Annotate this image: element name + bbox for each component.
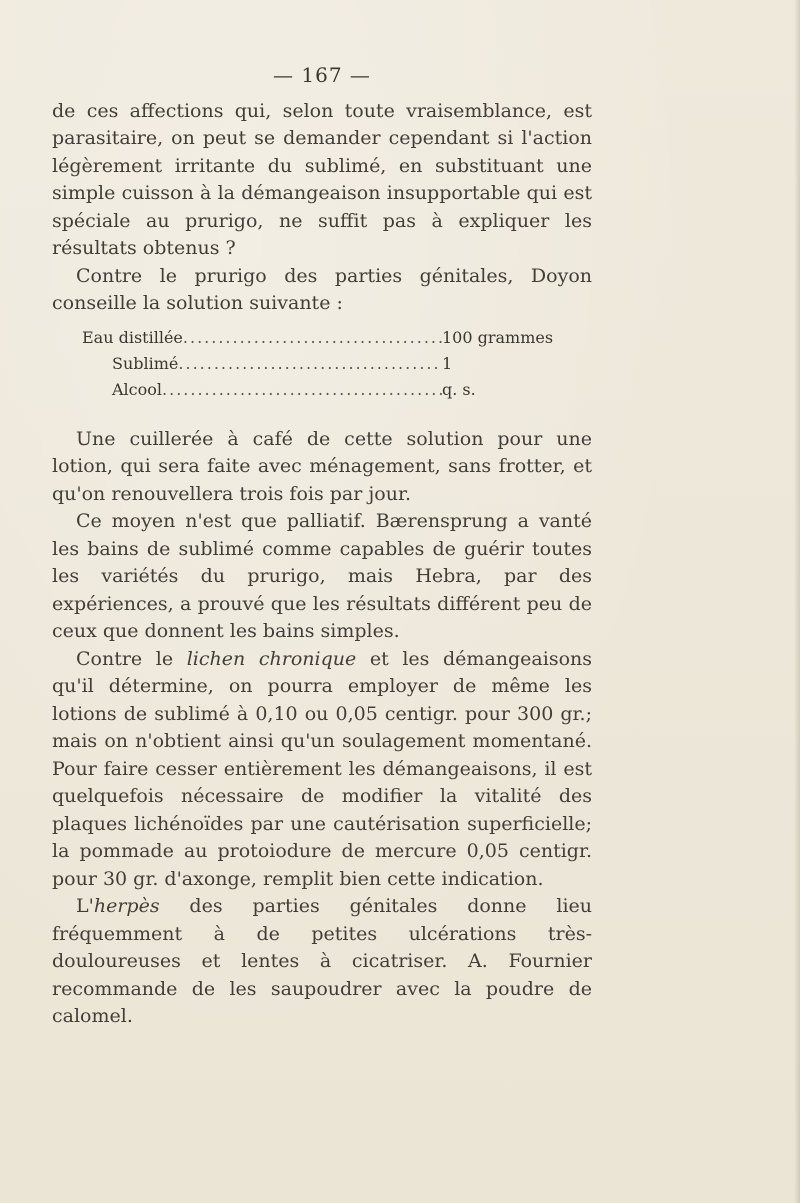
- formula-quantity: 1: [442, 353, 453, 373]
- formula-leader: [162, 376, 442, 404]
- paragraph-5: [52, 646, 592, 894]
- paragraph-3: Une cuillerée à café de cette solution pour une lotion, qui sera faite avec ménagement, sans frotter, et qu'on renouvellera trois fois par jour.: [52, 427, 592, 505]
- formula-leader: [178, 350, 442, 378]
- formula-ingredient: Sublimé: [112, 353, 179, 373]
- formula-ingredient: Alcool: [112, 379, 163, 399]
- paragraph-5-rest: et les démangeaisons qu'il détermine, on pourra employer de même les lotions de sublimé à 0,10 ou 0,05 centigr. pour 300 gr.; mais on n'obtient ainsi qu'un soulagement momentané. Pour faire cesser entièrement les démangeaisons, il est quelquefois nécessaire de modifier la vitalité des plaques lichénoïdes par une cautérisation superficielle; la pommade au protoiodure de mercure 0,05 centigr. pour 30 gr. d'axonge, remplit bien cette indication.: [52, 647, 592, 890]
- formula-row: [82, 324, 552, 352]
- paragraph-1: de ces affections qui, selon toute vraisemblance, est parasitaire, on peut se demander cependant si l'action légèrement irritante du sublimé, en substituant une simple cuisson à la démangeaison insupportable qui est spéciale au prurigo, ne suffit pas à expliquer les résultats obtenus ?: [52, 99, 592, 259]
- formula: [52, 324, 592, 420]
- paragraph-5-start: Contre le: [76, 647, 187, 670]
- formula-quantity: 100 grammes: [442, 327, 554, 347]
- page-number: — 167 —: [273, 63, 371, 87]
- paragraph-6: [52, 893, 592, 1031]
- formula-quantity: q. s.: [442, 379, 476, 399]
- formula-ingredient: Eau distillée: [82, 327, 183, 347]
- paragraph-4: Ce moyen n'est que palliatif. Bærensprung a vanté les bains de sublimé comme capables de guérir toutes les variétés du prurigo, mais Hebra, par des expériences, a prouvé que les résultats différent peu de ceux que donnent les bains simples.: [52, 510, 592, 642]
- paragraph-6-start: L': [76, 895, 94, 917]
- formula-row: [112, 350, 552, 378]
- term-herpes: herpès: [93, 895, 160, 917]
- text-block: [52, 62, 592, 1031]
- paragraph-2: Contre le prurigo des parties génitales, Doyon conseille la solution suivante :: [52, 264, 592, 314]
- formula-row: [112, 376, 552, 404]
- formula-leader: [183, 324, 442, 352]
- paragraph-6-rest: des parties génitales donne lieu fréquemment à de petites ulcérations très-douloureuses et lentes à cicatriser. A. Fournier recommande de les saupoudrer avec la poudre de calomel.: [52, 895, 592, 1027]
- term-lichen-chronique: lichen chronique: [186, 647, 357, 670]
